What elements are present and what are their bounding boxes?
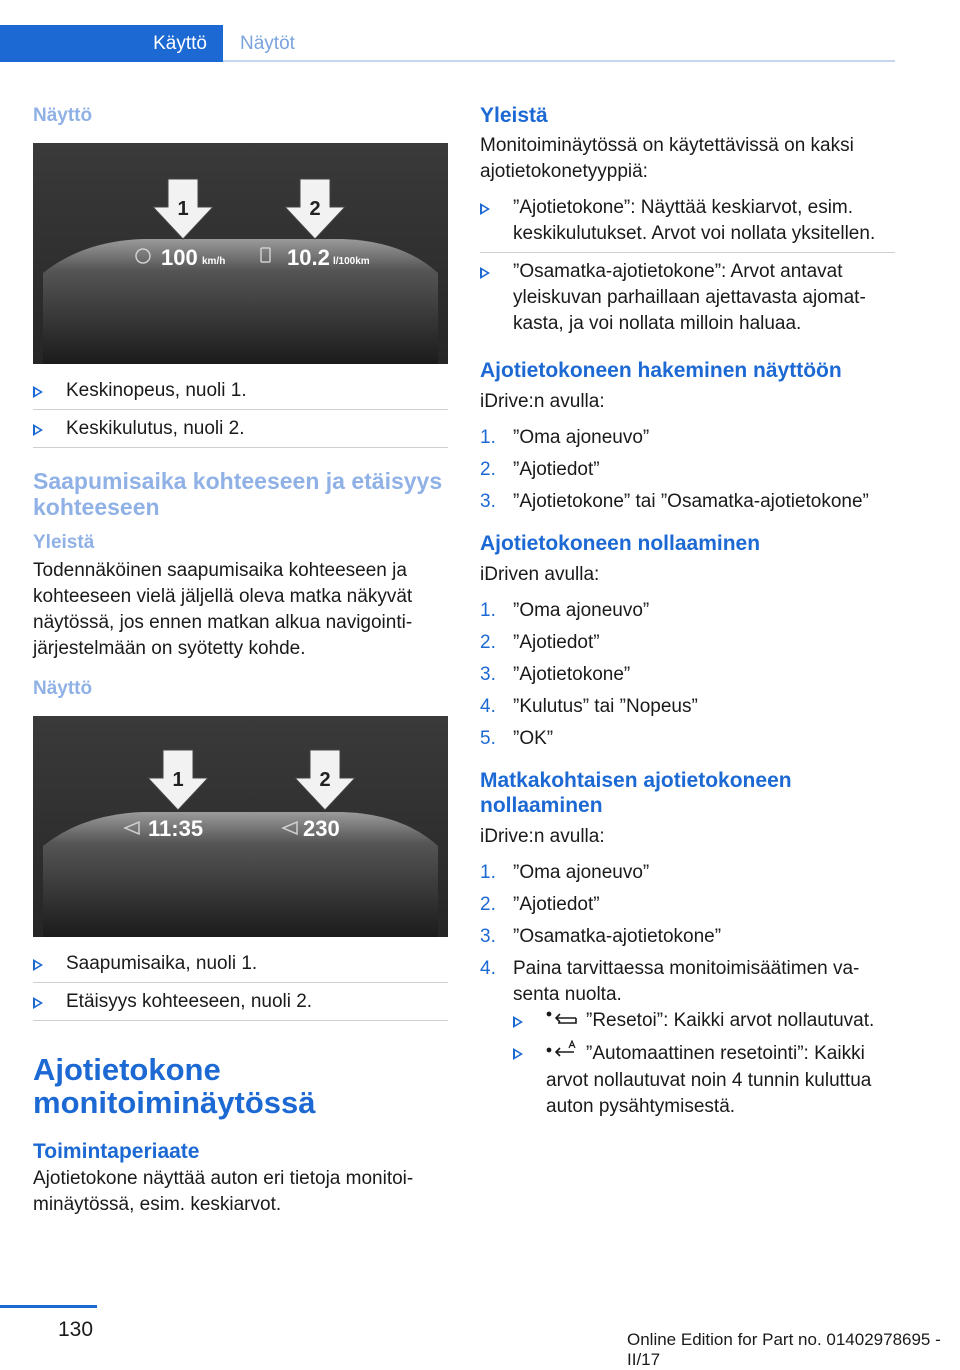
arrival-heading: Saapumisaika kohteeseen ja etäisyys kohteeseen [33, 468, 443, 520]
display2-bullets [33, 951, 448, 1021]
computer-types-list [480, 195, 895, 342]
fetch-heading: Ajotietokoneen hakeminen näyttöön [480, 359, 842, 382]
trip-reset-heading: Matkakohtaisen ajotietokoneen nollaaminen [480, 769, 792, 817]
auto-reset-symbol-icon [546, 1040, 578, 1068]
consumption-unit: l/100km [333, 256, 370, 267]
reset-steps [480, 598, 895, 752]
list-item: Saapumisaika, nuoli 1. [33, 951, 448, 983]
list-item: 2. ”Ajotiedot” [480, 894, 600, 915]
arrow-1-label: 1 [177, 198, 189, 220]
arrow-2-label: 2 [309, 198, 321, 220]
display1-heading: Näyttö [33, 105, 93, 126]
reset-options [513, 1008, 895, 1120]
list-item: Etäisyys kohteeseen, nuoli 2. [33, 989, 448, 1021]
arrow-2-label: 2 [319, 769, 331, 791]
right-column [480, 100, 895, 1126]
display1-bullets [33, 378, 448, 448]
principle-text: Ajotietokone näyttää auton eri tietoja monitoiminäytössä, esim. keskiarvot. [33, 1168, 414, 1215]
reset-intro: iDriven avulla: [480, 564, 600, 585]
general-heading: Yleistä [480, 104, 548, 127]
display1-screenshot [33, 143, 448, 364]
list-item: 2. ”Ajotiedot” [480, 459, 600, 480]
list-item: 4. ”Kulutus” tai ”Nopeus” [480, 696, 698, 717]
general-text: Monitoiminäytössä on käytettävissä on kaksi ajotietokonetyyppiä: [480, 135, 854, 182]
arrival-general-text: Todennäköinen saapumisaika kohteeseen ja kohteeseen vielä jäljellä oleva matka näkyvät näytössä, jos ennen matkan alkua navigointijärjestelmään on syötetty kohde. [33, 560, 413, 659]
list-item: ”Automaattinen resetointi”: Kaikki arvot nollautuvat noin 4 tunnin kuluttua auton pysähtymisestä. [513, 1040, 895, 1120]
list-item: 5. ”OK” [480, 728, 554, 749]
trip-computer-heading: Ajotietokone monitoiminäytössä [33, 1052, 316, 1120]
header-tabs [0, 25, 895, 62]
consumption-value: 10.2 [287, 245, 330, 270]
reset-heading: Ajotietokoneen nollaaminen [480, 532, 761, 555]
arrival-time-value: 11:35 [148, 816, 204, 841]
triangle-bullet-icon [513, 1016, 523, 1028]
list-item: 1. ”Oma ajoneuvo” [480, 862, 650, 883]
speed-unit: km/h [202, 256, 226, 267]
triangle-bullet-icon [33, 959, 43, 971]
arrow-1-label: 1 [172, 769, 184, 791]
trip-reset-steps [480, 860, 895, 1120]
fetch-intro: iDrive:n avulla: [480, 391, 605, 412]
triangle-bullet-icon [33, 997, 43, 1009]
triangle-bullet-icon [480, 267, 490, 279]
footer-rule [0, 1305, 97, 1308]
edition-note: Online Edition for Part no. 01402978695 - II/17 [627, 1330, 941, 1369]
fetch-steps [480, 425, 895, 515]
list-item: Keskinopeus, nuoli 1. [33, 378, 448, 410]
list-item: 1. ”Oma ajoneuvo” [480, 600, 650, 621]
arrival-general-heading: Yleistä [33, 532, 95, 553]
distance-value: 230 [303, 816, 340, 841]
left-column [33, 100, 448, 1218]
triangle-bullet-icon [513, 1048, 523, 1060]
list-item: 3. ”Osamatka-ajotietokone” [480, 926, 722, 947]
list-item: 1. ”Oma ajoneuvo” [480, 427, 650, 448]
reset-symbol-icon [546, 1008, 578, 1034]
tab-divider [223, 60, 895, 62]
list-item: Keskikulutus, nuoli 2. [33, 416, 448, 448]
speed-value: 100 [161, 245, 198, 270]
display2-screenshot [33, 716, 448, 937]
triangle-bullet-icon [33, 386, 43, 398]
list-item: 3. ”Ajotietokone” [480, 664, 631, 685]
display2-heading: Näyttö [33, 678, 93, 699]
list-item: 3. ”Ajotietokone” tai ”Osamatka-ajotietokone” [480, 491, 869, 512]
list-item: ”Resetoi”: Kaikki arvot nollautuvat. [513, 1008, 895, 1034]
triangle-bullet-icon [33, 424, 43, 436]
list-item: ”Ajotietokone”: Näyttää keskiarvot, esim. keskikulutukset. Arvot voi nollata yksitellen. [480, 195, 895, 253]
trip-reset-intro: iDrive:n avulla: [480, 826, 605, 847]
tab-naytot[interactable]: Näytöt [240, 32, 295, 54]
tab-kaytto[interactable]: Käyttö [0, 25, 223, 62]
list-item: 2. ”Ajotiedot” [480, 632, 600, 653]
list-item: 4. Paina tarvittaessa monitoimisäätimen vasenta nuolta. ”Resetoi”: Kaikki arvot nollautuvat. ”Automaattinen resetointi”: Kaikki arvot nollautuvat noin 4 tunnin kuluttua auton pysähtymisestä. [480, 956, 895, 1120]
page-number: 130 [58, 1318, 94, 1341]
principle-heading: Toimintaperiaate [33, 1140, 200, 1163]
triangle-bullet-icon [480, 203, 490, 215]
list-item: ”Osamatka-ajotietokone”: Arvot antavat yleiskuvan parhaillaan ajettavasta ajomatkasta, ja voi nollata milloin haluaa. [480, 259, 895, 342]
